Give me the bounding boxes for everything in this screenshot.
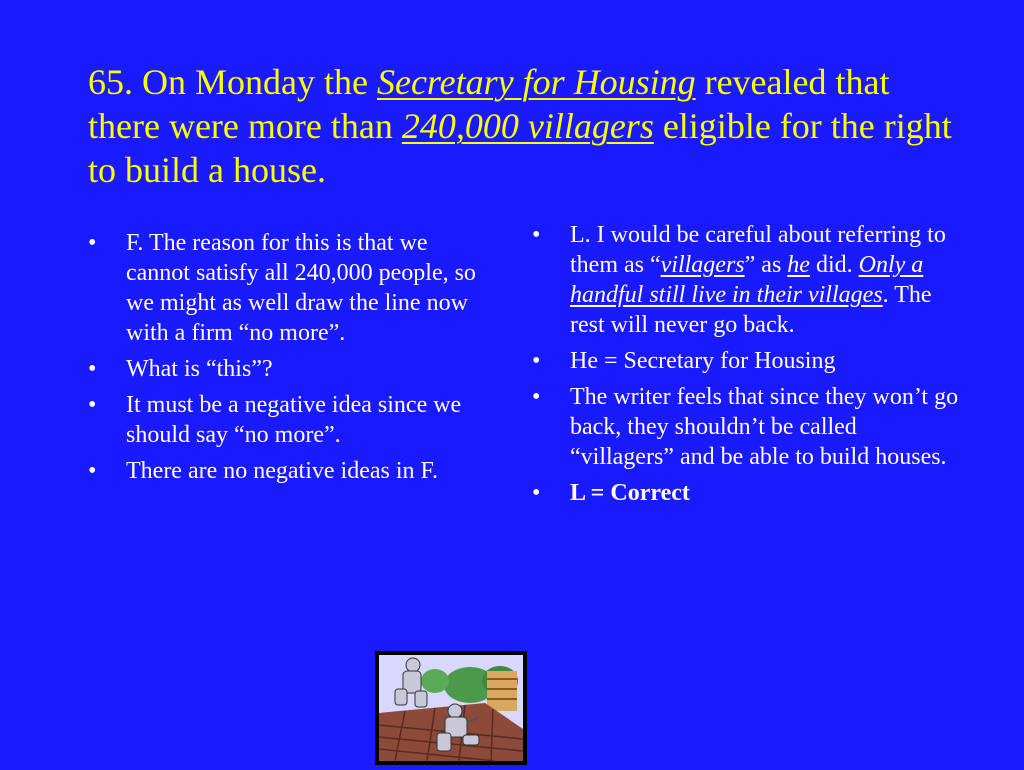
- title-highlight-villagers: 240,000 villagers: [401, 106, 654, 146]
- list-item: [88, 228, 483, 348]
- list-item-text: There are no negative ideas in F.: [126, 458, 438, 484]
- list-item: [88, 390, 483, 450]
- list-item-text: [570, 222, 946, 338]
- list-item-text: F. The reason for this is that we cannot satisfy all 240,000 people, so we might as well draw the line now with a firm “no more”.: [126, 230, 476, 346]
- list-item-text: L = Correct: [570, 480, 690, 506]
- list-item-text: It must be a negative idea since we should say “no more”.: [126, 392, 462, 448]
- list-item-text: What is “this”?: [126, 356, 273, 382]
- list-item: [532, 220, 962, 340]
- clipart-svg: [375, 651, 527, 765]
- underlined-villagers: villagers: [660, 252, 745, 278]
- underlined-he: he: [787, 252, 810, 278]
- bullet-icon: •: [88, 392, 97, 418]
- left-bullet-list: [88, 228, 483, 492]
- list-item: [532, 382, 962, 472]
- bullet-icon: •: [532, 348, 541, 374]
- bullet-icon: •: [532, 222, 541, 248]
- bullet-icon: •: [88, 356, 97, 382]
- text-segment: did.: [809, 252, 859, 278]
- list-item: [88, 354, 483, 384]
- title-highlight-secretary: Secretary for Housing: [376, 62, 696, 102]
- slide-title: [88, 60, 968, 192]
- list-item: [532, 346, 962, 376]
- list-item-text: He = Secretary for Housing: [570, 348, 836, 374]
- list-item-text: The writer feels that since they won’t go back, they shouldn’t be called “villagers” and be able to build houses.: [570, 384, 959, 470]
- list-item: [88, 456, 483, 486]
- title-part1: 65. On Monday the: [88, 62, 377, 102]
- bullet-icon: •: [532, 384, 541, 410]
- text-segment: ” as: [744, 252, 788, 278]
- title-part3: eligible for the right to build a house.: [88, 106, 952, 190]
- underlined-only-a-handful: Only a handful still live in their villages: [570, 252, 924, 308]
- list-item: [532, 478, 962, 508]
- construction-workers-roof-clipart: [375, 651, 527, 765]
- text-segment: . The rest will never go back.: [570, 282, 932, 338]
- title-part2: revealed that there were more than: [88, 62, 890, 146]
- bullet-icon: •: [88, 230, 97, 256]
- bullet-icon: •: [88, 458, 97, 484]
- right-bullet-list: [532, 220, 962, 514]
- text-segment: L. I would be careful about referring to them as “: [570, 222, 946, 278]
- bullet-icon: •: [532, 480, 541, 506]
